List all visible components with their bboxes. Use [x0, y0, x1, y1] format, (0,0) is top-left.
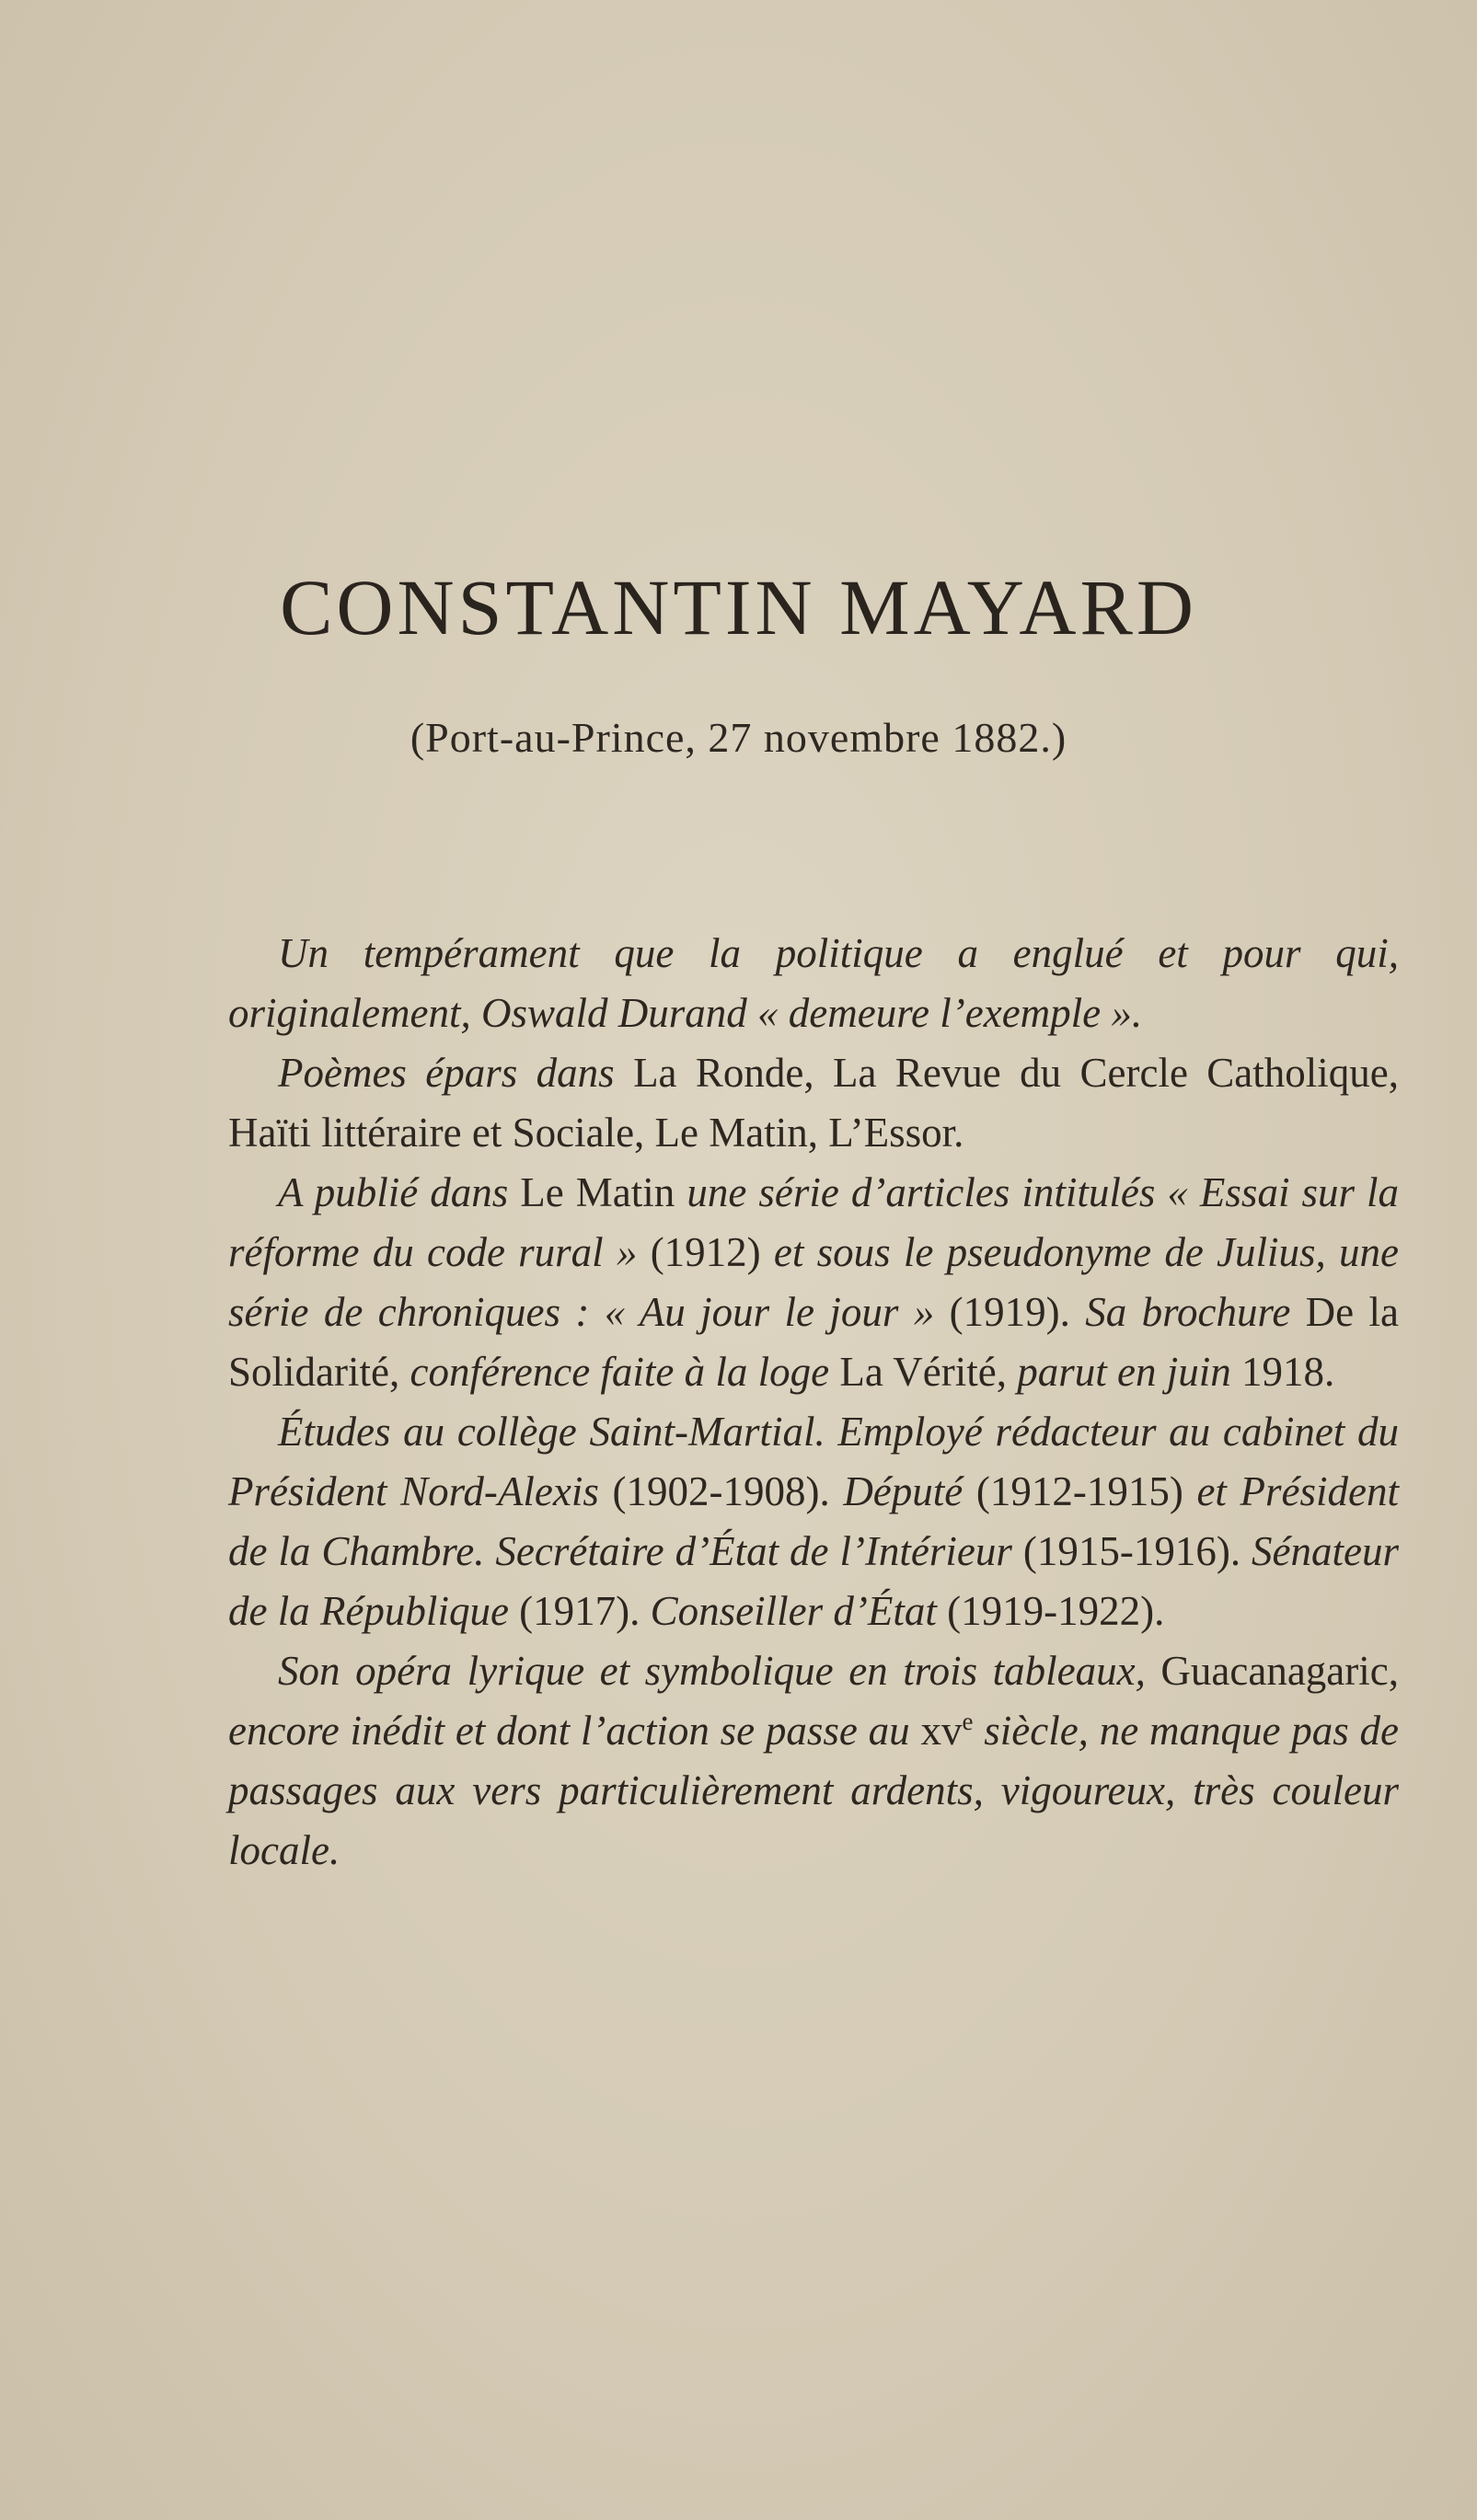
pub-intro: A publié dans — [278, 1169, 509, 1215]
career-deputy: Député — [843, 1468, 964, 1514]
pub-appeared: parut en juin — [1017, 1349, 1231, 1395]
biography-text — [228, 924, 1399, 1881]
career-studies: Études au collège Saint-Martial. Employé rédacteur au cabinet du Président Nord-Alexis — [228, 1409, 1399, 1514]
paragraph-poems — [228, 1043, 1399, 1163]
pub-conference: conférence faite à la loge — [410, 1349, 830, 1395]
page-title: CONSTANTIN MAYARD — [280, 563, 1197, 651]
opera-intro: Son opéra lyrique et symbolique en trois tableaux, — [278, 1648, 1146, 1694]
pub-series: une série d’articles intitulés « Essai sur la réforme du code rural » — [228, 1169, 1400, 1275]
poems-intro: Poèmes épars dans — [278, 1050, 615, 1096]
poems-publications: La Ronde, La Revue du Cercle Catholique, Haïti littéraire et Sociale, Le Matin, L’Essor. — [228, 1050, 1400, 1156]
pub-year-1919: (1919). — [949, 1289, 1070, 1335]
pub-year-1918: 1918. — [1240, 1349, 1335, 1395]
career-years-1902: (1902-1908). — [612, 1468, 830, 1514]
pub-year-1912: (1912) — [650, 1229, 761, 1275]
opera-century-suffix: e — [962, 1708, 974, 1735]
opera-title: Guacanagaric, — [1160, 1648, 1399, 1694]
paragraph-opera — [228, 1641, 1399, 1881]
career-years-1919: (1919-1922). — [947, 1588, 1165, 1634]
opera-unpublished: encore inédit et dont l’action se passe au — [228, 1708, 910, 1754]
temperament-text: Un tempérament que la politique a englué et pour qui, originalement, Oswald Durand « demeure l’exemple ». — [228, 930, 1399, 1036]
career-years-1917: (1917). — [519, 1588, 640, 1634]
pub-brochure-title: De la Solidarité, — [228, 1289, 1399, 1395]
opera-century — [920, 1708, 973, 1754]
pub-lodge: La Vérité, — [839, 1349, 1007, 1395]
career-senator: Sénateur de la République — [228, 1528, 1399, 1634]
pub-brochure-intro: Sa brochure — [1085, 1289, 1291, 1335]
career-president: et Président de la Chambre. Secrétaire d’État de l’Intérieur — [228, 1468, 1399, 1574]
pub-journal: Le Matin — [520, 1169, 675, 1215]
birth-info: (Port-au-Prince, 27 novembre 1882.) — [410, 714, 1067, 761]
pub-pseudonym: et sous le pseudonyme de Julius, une série de chroniques : « Au jour le jour » — [228, 1229, 1399, 1335]
career-councillor: Conseiller d’État — [650, 1588, 937, 1634]
career-years-1915: (1915-1916). — [1022, 1528, 1241, 1574]
career-years-1912: (1912-1915) — [975, 1468, 1183, 1514]
opera-century-numeral: xv — [920, 1708, 963, 1754]
paragraph-publications — [228, 1163, 1399, 1402]
paragraph-career — [228, 1402, 1399, 1641]
opera-description: siècle, ne manque pas de passages aux vers particulièrement ardents, vigoureux, très couleur locale. — [228, 1708, 1400, 1873]
paragraph-temperament — [228, 924, 1399, 1043]
